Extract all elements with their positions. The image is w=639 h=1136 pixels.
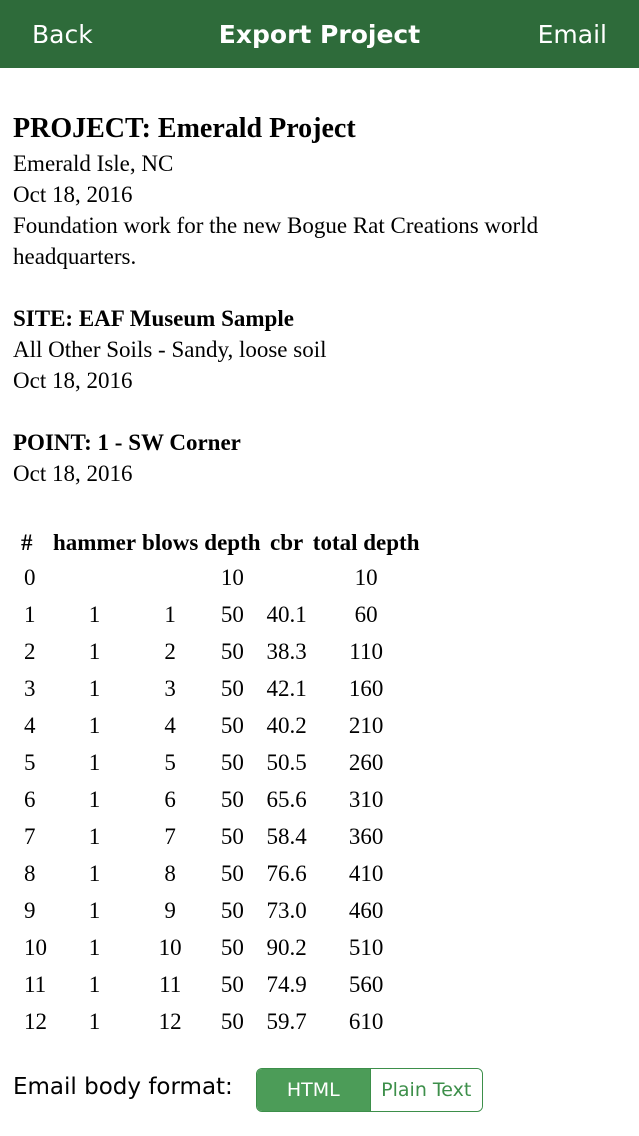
cell-blows: 4 [164, 713, 176, 738]
cell-hammer [50, 559, 139, 596]
navigation-bar [0, 0, 639, 68]
cell-hammer: 1 [88, 898, 101, 923]
readings-table [18, 525, 422, 1040]
cell-depth: 50 [220, 898, 244, 923]
cell-cbr: 74.9 [266, 972, 307, 997]
cell-total-depth: 460 [348, 898, 384, 923]
cell-number: 5 [24, 750, 36, 775]
cell-blows: 11 [159, 972, 182, 997]
cell-cbr: 50.5 [266, 750, 307, 775]
cell-blows: 3 [164, 676, 176, 701]
column-header-depth: depth [204, 529, 261, 555]
table-row [18, 781, 422, 818]
cell-depth: 50 [220, 935, 244, 960]
table-header-row [18, 525, 422, 559]
table-row [18, 559, 422, 596]
table-row [18, 744, 422, 781]
table-row [18, 966, 422, 1003]
cell-depth: 50 [220, 676, 244, 701]
cell-depth: 50 [220, 639, 244, 664]
cell-blows: 5 [164, 750, 176, 775]
cell-depth: 50 [220, 1009, 244, 1034]
table-row [18, 929, 422, 966]
format-option-plain-text[interactable]: Plain Text [370, 1069, 483, 1111]
cell-number: 4 [24, 713, 36, 738]
cell-cbr: 76.6 [266, 861, 307, 886]
cell-cbr: 40.1 [266, 602, 307, 627]
cell-hammer: 1 [88, 935, 101, 960]
cell-hammer: 1 [88, 639, 101, 664]
cell-depth: 50 [220, 861, 244, 886]
cell-total-depth: 310 [348, 787, 384, 812]
table-row [18, 596, 422, 633]
cell-hammer: 1 [88, 676, 101, 701]
cell-total-depth: 210 [348, 713, 384, 738]
table-row [18, 1003, 422, 1040]
cell-total-depth: 410 [348, 861, 384, 886]
cell-total-depth: 360 [348, 824, 384, 849]
project-date: Oct 18, 2016 [13, 182, 133, 207]
site-date: Oct 18, 2016 [13, 368, 133, 393]
table-row [18, 892, 422, 929]
point-date: Oct 18, 2016 [13, 461, 133, 486]
cell-cbr: 90.2 [266, 935, 307, 960]
cell-depth: 50 [220, 713, 244, 738]
page-title: Export Project [218, 20, 421, 49]
cell-cbr: 42.1 [266, 676, 307, 701]
cell-depth: 50 [220, 750, 244, 775]
cell-number: 10 [24, 935, 47, 960]
cell-hammer: 1 [88, 713, 101, 738]
column-header-cbr: cbr [270, 529, 304, 555]
cell-total-depth: 10 [354, 565, 378, 590]
column-header-blows: blows [142, 529, 199, 555]
cell-cbr: 73.0 [266, 898, 307, 923]
cell-number: 8 [24, 861, 36, 886]
email-format-label: Email body format: [13, 1074, 233, 1100]
cell-total-depth: 110 [349, 639, 383, 664]
table-row [18, 818, 422, 855]
format-option-html[interactable]: HTML [257, 1069, 370, 1111]
cell-hammer: 1 [88, 972, 101, 997]
point-heading: POINT: 1 - SW Corner [13, 430, 241, 455]
cell-number: 12 [24, 1009, 47, 1034]
cell-hammer: 1 [88, 602, 101, 627]
cell-hammer: 1 [88, 861, 101, 886]
cell-blows: 9 [164, 898, 176, 923]
site-soil: All Other Soils - Sandy, loose soil [13, 337, 327, 362]
cell-number: 6 [24, 787, 36, 812]
cell-number: 0 [24, 565, 36, 590]
project-description: Foundation work for the new Bogue Rat Creations world headquarters. [13, 213, 539, 269]
cell-total-depth: 510 [348, 935, 384, 960]
site-heading: SITE: EAF Museum Sample [13, 306, 294, 331]
table-row [18, 707, 422, 744]
cell-hammer: 1 [88, 824, 101, 849]
cell-cbr: 40.2 [266, 713, 307, 738]
cell-total-depth: 260 [348, 750, 384, 775]
table-row [18, 855, 422, 892]
cell-number: 9 [24, 898, 36, 923]
cell-number: 2 [24, 639, 36, 664]
cell-hammer: 1 [88, 787, 101, 812]
cell-cbr: 38.3 [266, 639, 307, 664]
cell-total-depth: 610 [348, 1009, 384, 1034]
table-row [18, 633, 422, 670]
email-button[interactable]: Email [537, 20, 607, 49]
cell-total-depth: 560 [348, 972, 384, 997]
cell-depth: 10 [220, 565, 244, 590]
cell-blows: 2 [164, 639, 176, 664]
cell-blows: 1 [164, 602, 176, 627]
cell-cbr: 65.6 [266, 787, 307, 812]
cell-blows: 7 [164, 824, 176, 849]
cell-cbr [264, 559, 310, 596]
project-location: Emerald Isle, NC [13, 151, 174, 176]
cell-hammer: 1 [88, 1009, 101, 1034]
cell-cbr: 58.4 [266, 824, 307, 849]
column-header-hammer: hammer [53, 529, 137, 555]
column-header-number: # [21, 529, 33, 555]
cell-depth: 50 [220, 602, 244, 627]
cell-total-depth: 160 [348, 676, 384, 701]
cell-cbr: 59.7 [266, 1009, 307, 1034]
cell-blows: 6 [164, 787, 176, 812]
back-button[interactable]: Back [32, 20, 93, 49]
cell-blows: 10 [158, 935, 182, 960]
cell-depth: 50 [220, 787, 244, 812]
cell-number: 11 [24, 972, 47, 997]
cell-total-depth: 60 [354, 602, 378, 627]
cell-blows: 8 [164, 861, 176, 886]
cell-blows [139, 559, 201, 596]
cell-depth: 50 [220, 824, 244, 849]
column-header-total-depth: total depth [312, 529, 420, 555]
cell-blows: 12 [158, 1009, 182, 1034]
cell-number: 7 [24, 824, 36, 849]
export-preview [13, 110, 628, 1040]
cell-number: 1 [24, 602, 36, 627]
email-format-segmented-control [256, 1068, 483, 1112]
cell-hammer: 1 [88, 750, 101, 775]
cell-number: 3 [24, 676, 36, 701]
cell-depth: 50 [220, 972, 244, 997]
table-row [18, 670, 422, 707]
project-heading: PROJECT: Emerald Project [13, 113, 356, 144]
